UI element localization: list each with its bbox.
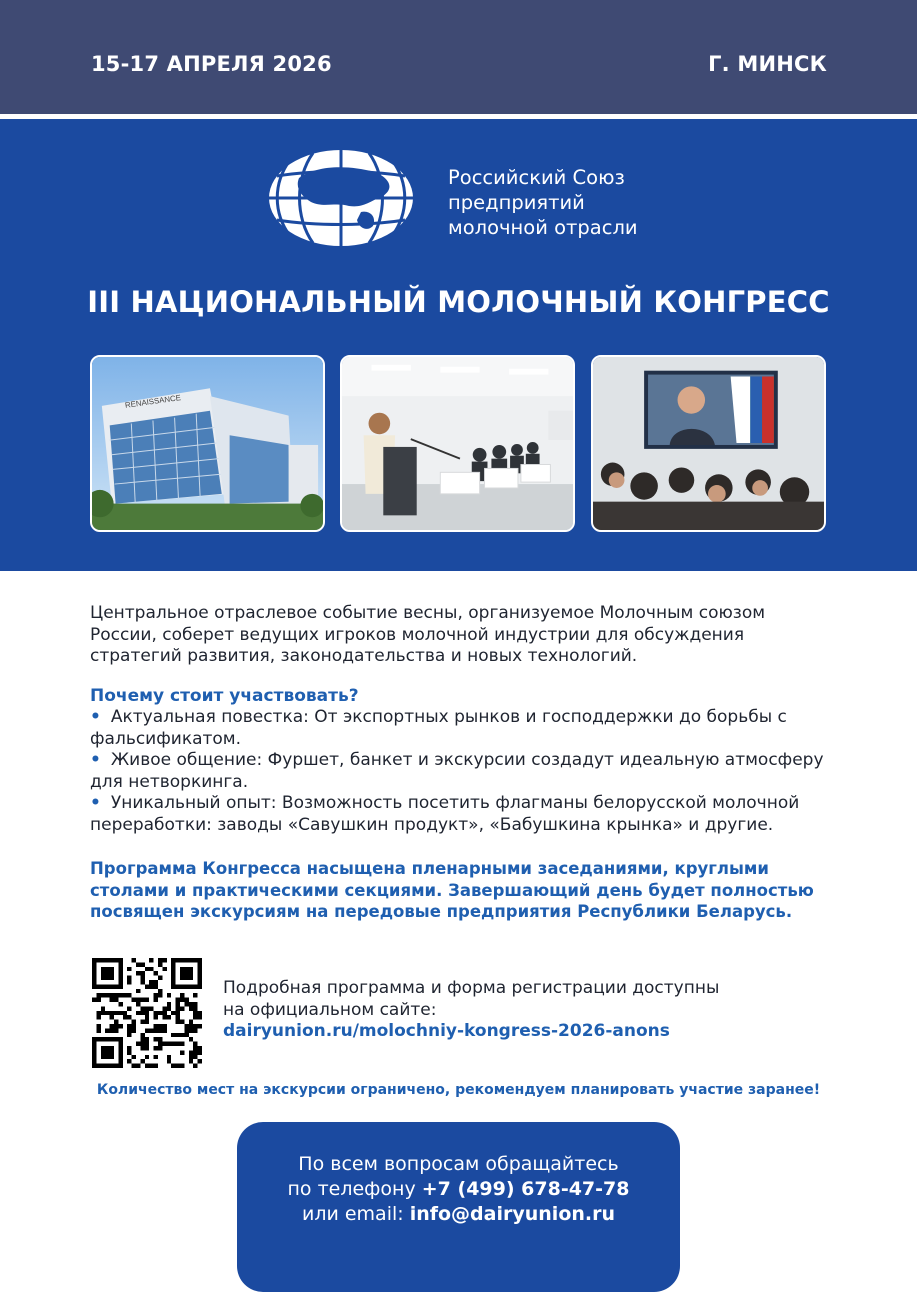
hero-banner [0, 119, 917, 571]
benefit-text: Актуальная повестка: От экспортных рынков и господдержки до борьбы с фальсификатом. [90, 707, 787, 749]
globe-logo-icon [265, 148, 417, 248]
registration-text: на официальном сайте: [223, 999, 437, 1020]
bullet-icon: • [90, 707, 101, 727]
registration-link[interactable]: dairyunion.ru/molochniy-kongress-2026-anons [223, 1021, 670, 1041]
why-participate-heading: Почему стоит участвовать? [90, 685, 359, 706]
top-bar [0, 0, 917, 114]
contact-line: По всем вопросам обращайтесь [298, 1153, 619, 1175]
qr-code[interactable] [92, 958, 202, 1068]
phone-number[interactable]: +7 (499) 678-47-78 [421, 1178, 630, 1200]
bullet-icon: • [90, 793, 101, 813]
email-prefix: или email: [301, 1203, 410, 1225]
benefit-text: Живое общение: Фуршет, банкет и экскурсии создадут идеальную атмосферу для нетворкинга. [90, 750, 824, 792]
benefit-text: Уникальный опыт: Возможность посетить флагманы белорусской молочной переработки: заводы «Савушкин продукт», «Бабушкина крынка» и другие. [90, 793, 800, 835]
contact-phone-line [237, 1177, 680, 1202]
program-description: Программа Конгресса насыщена пленарными заседаниями, круглыми столами и практическими секциями. Завершающий день будет полностью посвящен экскурсиям на передовые предприятия Республики Беларусь. [90, 859, 814, 921]
org-line: предприятий [448, 191, 585, 214]
panel-session-photo [340, 355, 575, 532]
intro-paragraph: Центральное отраслевое событие весны, организуемое Молочным союзом России, соберет ведущих игроков молочной индустрии для обсуждения стратегий развития, законодательства и новых технологий. [90, 603, 766, 666]
list-item [90, 750, 830, 793]
bullet-icon: • [90, 750, 101, 770]
contact-email-line [237, 1202, 680, 1227]
congress-title: III НАЦИОНАЛЬНЫЙ МОЛОЧНЫЙ КОНГРЕСС [87, 285, 830, 319]
hotel-sign: RENAISSANCE [124, 393, 182, 410]
email-address[interactable]: info@dairyunion.ru [409, 1203, 616, 1225]
seats-limited-note: Количество мест на экскурсии ограничено, рекомендуем планировать участие заранее! [96, 1082, 821, 1098]
organization-name [448, 165, 638, 240]
list-item [90, 707, 830, 750]
contact-box [237, 1122, 680, 1292]
main-content [90, 603, 830, 923]
org-line: Российский Союз [448, 166, 625, 189]
phone-prefix: по телефону [287, 1178, 422, 1200]
audience-video-call-photo [591, 355, 826, 532]
registration-info [223, 978, 719, 1043]
benefits-list [90, 707, 830, 836]
event-city: Г. МИНСК [708, 52, 827, 76]
event-dates: 15-17 АПРЕЛЯ 2026 [91, 52, 332, 76]
list-item [90, 793, 830, 836]
registration-text: Подробная программа и форма регистрации доступны [223, 978, 720, 998]
renaissance-hotel-photo [90, 355, 325, 532]
org-line: молочной отрасли [448, 216, 638, 239]
